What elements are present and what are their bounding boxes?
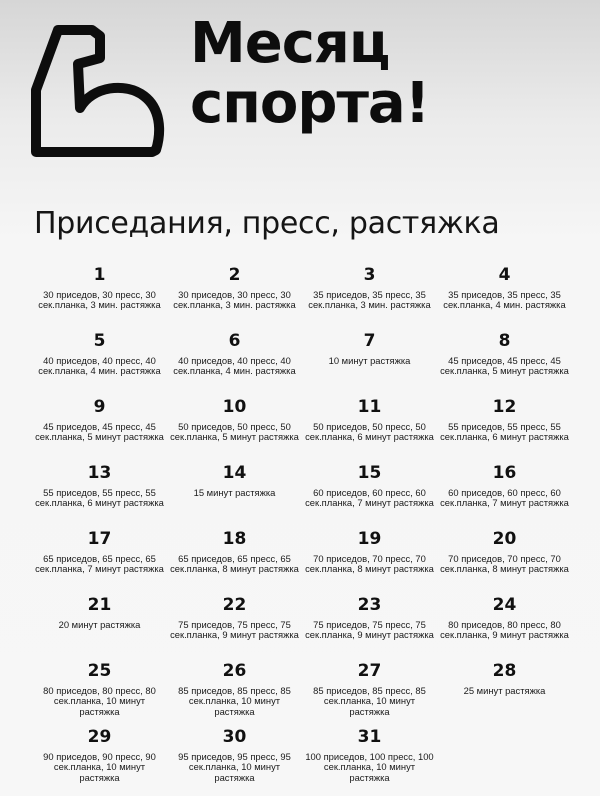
day-cell <box>167 264 302 330</box>
day-number: 26 <box>222 661 247 681</box>
day-description: 75 приседов, 75 пресс, 75 сек.планка, 9 минут растяжка <box>305 619 434 641</box>
day-number: 15 <box>357 463 382 483</box>
day-number: 7 <box>363 331 376 351</box>
day-cell <box>302 330 437 396</box>
day-cell <box>302 726 437 792</box>
day-description: 75 приседов, 75 пресс, 75 сек.планка, 9 минут растяжка <box>170 619 299 641</box>
day-cell <box>437 396 572 462</box>
day-cell <box>167 594 302 660</box>
day-number: 23 <box>357 595 382 615</box>
day-description: 15 минут растяжка <box>193 487 276 498</box>
flexed-arm-icon <box>30 24 170 160</box>
day-cell <box>32 660 167 726</box>
day-description: 55 приседов, 55 пресс, 55 сек.планка, 6 минут растяжка <box>35 487 164 509</box>
day-number: 17 <box>87 529 112 549</box>
day-cell <box>437 594 572 660</box>
day-description: 45 приседов, 45 пресс, 45 сек.планка, 5 минут растяжка <box>440 355 569 377</box>
day-description: 60 приседов, 60 пресс, 60 сек.планка, 7 минут растяжка <box>440 487 569 509</box>
day-number: 24 <box>492 595 517 615</box>
day-description: 80 приседов, 80 пресс, 80 сек.планка, 10 минут растяжка <box>43 685 156 717</box>
day-description: 40 приседов, 40 пресс, 40 сек.планка, 4 мин. растяжка <box>173 355 296 377</box>
day-cell <box>302 660 437 726</box>
day-description: 10 минут растяжка <box>328 355 411 366</box>
day-cell <box>437 660 572 726</box>
day-cell <box>32 396 167 462</box>
day-number: 5 <box>93 331 106 351</box>
day-description: 30 приседов, 30 пресс, 30 сек.планка, 3 мин. растяжка <box>173 289 296 311</box>
day-number: 31 <box>357 727 382 747</box>
day-number: 3 <box>363 265 376 285</box>
day-description: 70 приседов, 70 пресс, 70 сек.планка, 8 минут растяжка <box>305 553 434 575</box>
day-number: 2 <box>228 265 241 285</box>
page-title <box>190 11 430 136</box>
day-description: 55 приседов, 55 пресс, 55 сек.планка, 6 минут растяжка <box>440 421 569 443</box>
day-cell <box>167 396 302 462</box>
day-description: 20 минут растяжка <box>58 619 141 630</box>
day-cell <box>437 528 572 594</box>
day-cell <box>437 264 572 330</box>
day-cell <box>167 462 302 528</box>
day-cell <box>437 462 572 528</box>
day-number: 20 <box>492 529 517 549</box>
subtitle: Приседания, пресс, растяжка <box>34 206 500 241</box>
day-description: 95 приседов, 95 пресс, 95 сек.планка, 10 минут растяжка <box>178 751 291 783</box>
day-cell <box>302 594 437 660</box>
day-cell <box>167 660 302 726</box>
day-description: 50 приседов, 50 пресс, 50 сек.планка, 6 минут растяжка <box>305 421 434 443</box>
day-description: 70 приседов, 70 пресс, 70 сек.планка, 8 минут растяжка <box>440 553 569 575</box>
day-description: 65 приседов, 65 пресс, 65 сек.планка, 7 минут растяжка <box>35 553 164 575</box>
day-number: 27 <box>357 661 382 681</box>
day-cell <box>32 330 167 396</box>
day-number: 29 <box>87 727 112 747</box>
day-cell <box>32 462 167 528</box>
day-description: 60 приседов, 60 пресс, 60 сек.планка, 7 минут растяжка <box>305 487 434 509</box>
day-description: 85 приседов, 85 пресс, 85 сек.планка, 10 минут растяжка <box>178 685 291 717</box>
day-cell <box>167 528 302 594</box>
day-number: 1 <box>93 265 106 285</box>
day-number: 21 <box>87 595 112 615</box>
day-cell <box>32 264 167 330</box>
days-grid <box>32 264 572 792</box>
day-number: 14 <box>222 463 247 483</box>
day-number: 18 <box>222 529 247 549</box>
day-number: 22 <box>222 595 247 615</box>
day-cell <box>167 330 302 396</box>
day-description: 30 приседов, 30 пресс, 30 сек.планка, 3 мин. растяжка <box>38 289 161 311</box>
day-cell <box>302 264 437 330</box>
day-number: 11 <box>357 397 382 417</box>
day-description: 45 приседов, 45 пресс, 45 сек.планка, 5 минут растяжка <box>35 421 164 443</box>
day-cell <box>32 726 167 792</box>
day-cell <box>302 528 437 594</box>
day-number: 6 <box>228 331 241 351</box>
title-line-1: Месяц <box>190 11 390 76</box>
day-description: 65 приседов, 65 пресс, 65 сек.планка, 8 минут растяжка <box>170 553 299 575</box>
day-description: 90 приседов, 90 пресс, 90 сек.планка, 10 минут растяжка <box>43 751 156 783</box>
day-number: 9 <box>93 397 106 417</box>
day-description: 100 приседов, 100 пресс, 100 сек.планка, 10 минут растяжка <box>305 751 434 783</box>
day-description: 50 приседов, 50 пресс, 50 сек.планка, 5 минут растяжка <box>170 421 299 443</box>
day-number: 16 <box>492 463 517 483</box>
day-number: 13 <box>87 463 112 483</box>
day-description: 85 приседов, 85 пресс, 85 сек.планка, 10 минут растяжка <box>313 685 426 717</box>
day-description: 80 приседов, 80 пресс, 80 сек.планка, 9 минут растяжка <box>440 619 569 641</box>
day-cell <box>32 528 167 594</box>
day-number: 4 <box>498 265 511 285</box>
day-number: 19 <box>357 529 382 549</box>
day-cell <box>302 462 437 528</box>
day-number: 25 <box>87 661 112 681</box>
day-number: 8 <box>498 331 511 351</box>
day-number: 12 <box>492 397 517 417</box>
day-cell <box>32 594 167 660</box>
day-cell <box>302 396 437 462</box>
header <box>0 0 600 200</box>
day-description: 35 приседов, 35 пресс, 35 сек.планка, 3 мин. растяжка <box>308 289 431 311</box>
day-cell <box>167 726 302 792</box>
day-description: 25 минут растяжка <box>463 685 546 696</box>
day-cell <box>437 330 572 396</box>
day-description: 35 приседов, 35 пресс, 35 сек.планка, 4 мин. растяжка <box>443 289 566 311</box>
title-line-2: спорта! <box>190 71 430 136</box>
day-number: 28 <box>492 661 517 681</box>
day-number: 30 <box>222 727 247 747</box>
day-description: 40 приседов, 40 пресс, 40 сек.планка, 4 мин. растяжка <box>38 355 161 377</box>
day-number: 10 <box>222 397 247 417</box>
